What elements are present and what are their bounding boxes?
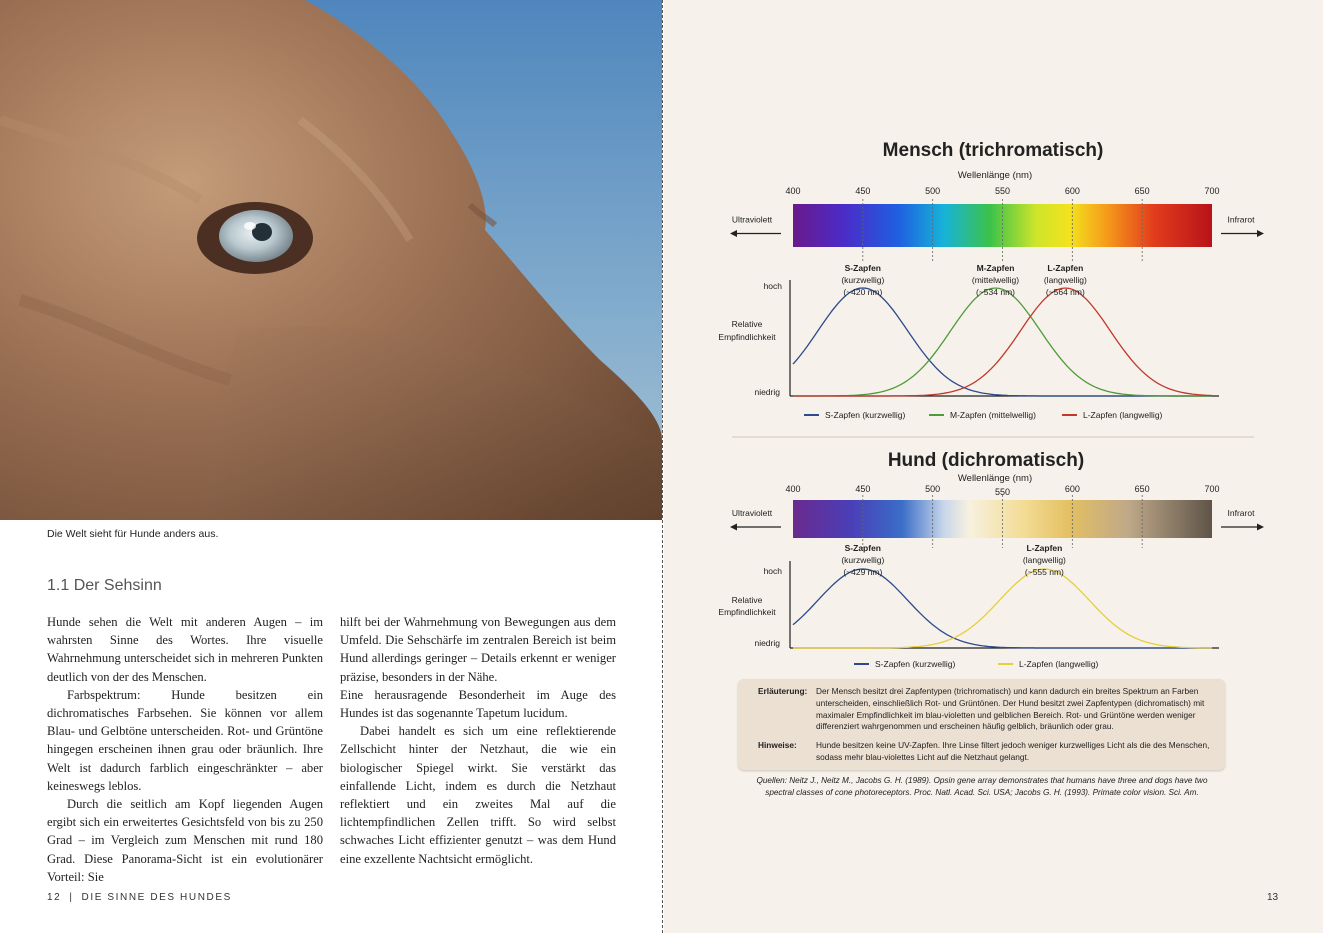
sensitivity-curve [793,569,1212,648]
y-high-label: hoch [763,566,782,576]
peak-label: L-Zapfen [1047,263,1084,273]
paragraph: Hunde sehen die Welt mit anderen Augen – im wahrsten Sinne des Wortes. Ihre visuelle Wahrnehmung unterscheidet sich in mehreren Punkten deutlich von der des Menschen. [47,615,323,684]
peak-label: M-Zapfen [976,263,1015,273]
y-axis-label: Relative [731,319,763,329]
cone-sensitivity-charts [664,0,1323,670]
ultraviolet-label: Ultraviolett [731,508,773,518]
peak-label: (kurzwellig) [841,275,885,285]
x-tick-label: 600 [1064,484,1080,494]
x-tick-label: 600 [1064,186,1080,196]
chart-title: Hund (dichromatisch) [887,450,1085,471]
peak-label: (kurzwellig) [841,555,885,565]
infrared-label: Infrarot [1227,214,1255,225]
peak-label: (~564 nm) [1045,287,1085,297]
paragraph: hilft bei der Wahrnehmung von Bewegungen aus dem Umfeld. Die Sehschärfe im zentralen Bereich ist beim Hund allerdings geringer – Details erkennt er weniger präzise, besonders in der Nähe. [340,615,616,684]
peak-label: (~534 nm) [976,287,1016,297]
paragraph: Eine herausragende Besonderheit im Auge des Hundes ist das sogenannte Tapetum lucidum. [340,687,616,721]
peak-label: (langwellig) [1043,275,1087,285]
peak-label: (langwellig) [1022,555,1066,565]
y-low-label: niedrig [754,638,780,648]
x-tick-label: 550 [994,186,1011,196]
sensitivity-curve [793,288,1212,396]
legend-label: S-Zapfen (kurzwellig) [875,659,956,669]
x-tick-label: 700 [1204,186,1220,196]
y-axis-label: Empfindlichkeit [718,607,776,617]
x-tick-label: 400 [785,186,801,196]
x-axis-label: Wellenlänge (nm) [957,170,1033,181]
peak-label: (~420 nm) [843,287,883,297]
y-high-label: hoch [763,281,782,291]
arrow-head-icon [1257,230,1264,237]
sensitivity-curve [793,569,1212,648]
infrared-label: Infrarot [1227,508,1255,518]
page-number-right: 13 [1267,892,1279,903]
arrow-head-icon [730,524,737,531]
paragraph: Farbspektrum: Hunde besitzen ein dichromatisches Farbsehen. Sie können vor allem Blau- und Gelbtöne unterscheiden. Rot- und Grüntöne hingegen erscheinen ihnen grau oder bräunlich. Ihre Welt ist dadurch farblich eingeschränkter – aber keineswegs leblos. [47,687,323,793]
x-tick-label: 650 [1134,484,1150,494]
y-low-label: niedrig [754,387,780,397]
footer-separator: | [69,892,74,903]
legend-label: L-Zapfen (langwellig) [1083,410,1163,420]
arrow-head-icon [730,230,737,237]
x-tick-label: 550 [994,487,1011,497]
peak-label: S-Zapfen [844,543,882,553]
x-axis-label: Wellenlänge (nm) [957,473,1033,484]
chart-title: Mensch (trichromatisch) [882,140,1104,161]
dog-eye-illustration [0,0,662,520]
x-tick-label: 450 [855,484,871,494]
photo-caption: Die Welt sieht für Hunde anders aus. [47,528,219,540]
paragraph: Dabei handelt es sich um eine reflektierende Zellschicht hinter der Netzhaut, die wie ein biologischer Spiegel wirkt. Sie verstärkt das einfallende Licht, indem es durch die Netzhaut reflektiert und ein zweites Mal auf die lichtempfindlichen Zellen trifft. So wird selbst schwaches Licht effizienter genutzt – was dem Hund eine exzellente Nachtsicht ermöglicht. [340,724,616,866]
peak-label: (mittelwellig) [971,275,1020,285]
legend-label: L-Zapfen (langwellig) [1019,659,1099,669]
explanation-box [738,679,1225,770]
text-column-2 [340,613,616,868]
x-tick-label: 400 [785,484,801,494]
sources: Quellen: Neitz J., Neitz M., Jacobs G. H. (1989). Opsin gene array demonstrates that humans have three and dogs have two spectral classes of cone photoreceptors. Proc. Natl. Acad. Sci. USA; Jacobs G. H. (1993). Primate color vision. Sci. Am. [756,776,1208,797]
x-tick-label: 650 [1134,186,1150,196]
x-tick-label: 500 [925,186,941,196]
section-title: 1.1 Der Sehsinn [47,577,162,594]
note-text: Der Mensch besitzt drei Zapfentypen (trichromatisch) und kann dadurch ein breites Spektrum an Farben unterscheiden, einschließlich Rot- und Grüntönen. Der Hund besitzt zwei Zapfentypen (dichromatisch) mit maximaler Empfindlichkeit im blau-violetten und gelblichen Bereich. Rot- und Grüntöne werden weniger differenziert wahrgenommen und erscheinen häufig gelblich, bräunlich oder grau. [816,686,1205,732]
note-label: Hinweise: [758,740,797,750]
ultraviolet-label: Ultraviolett [731,214,773,225]
peak-label: L-Zapfen [1026,543,1063,553]
legend-label: S-Zapfen (kurzwellig) [825,410,906,420]
sensitivity-curve [793,288,1212,396]
dog-eye-photo [0,0,662,520]
peak-label: (~429 nm) [843,567,883,577]
running-head: DIE SINNE DES HUNDES [81,892,232,903]
page-number: 12 [47,892,62,903]
peak-label: S-Zapfen [844,263,882,273]
page-fold [662,0,663,933]
sensitivity-curve [793,288,1212,396]
y-axis-label: Relative [731,595,763,605]
paragraph: Durch die seitlich am Kopf liegenden Augen ergibt sich ein erweitertes Gesichtsfeld von bis zu 250 Grad – im Vergleich zum Menschen mit rund 180 Grad. Diese Panorama-Sicht ist ein evolutionärer Vorteil: Sie [47,797,323,884]
peak-label: (~555 nm) [1024,567,1064,577]
page-footer [47,892,232,903]
x-tick-label: 700 [1204,484,1220,494]
x-tick-label: 450 [855,186,871,196]
legend-label: M-Zapfen (mittelwellig) [950,410,1036,420]
text-column-1 [47,613,323,886]
arrow-head-icon [1257,524,1264,531]
note-label: Erläuterung: [758,686,808,696]
y-axis-label: Empfindlichkeit [718,332,776,342]
x-tick-label: 500 [925,484,941,494]
note-text: Hunde besitzen keine UV-Zapfen. Ihre Linse filtert jedoch weniger kurzwelliges Licht als die des Menschen, sodass mehr blau-violettes Licht auf die Netzhaut gelangt. [816,740,1210,762]
